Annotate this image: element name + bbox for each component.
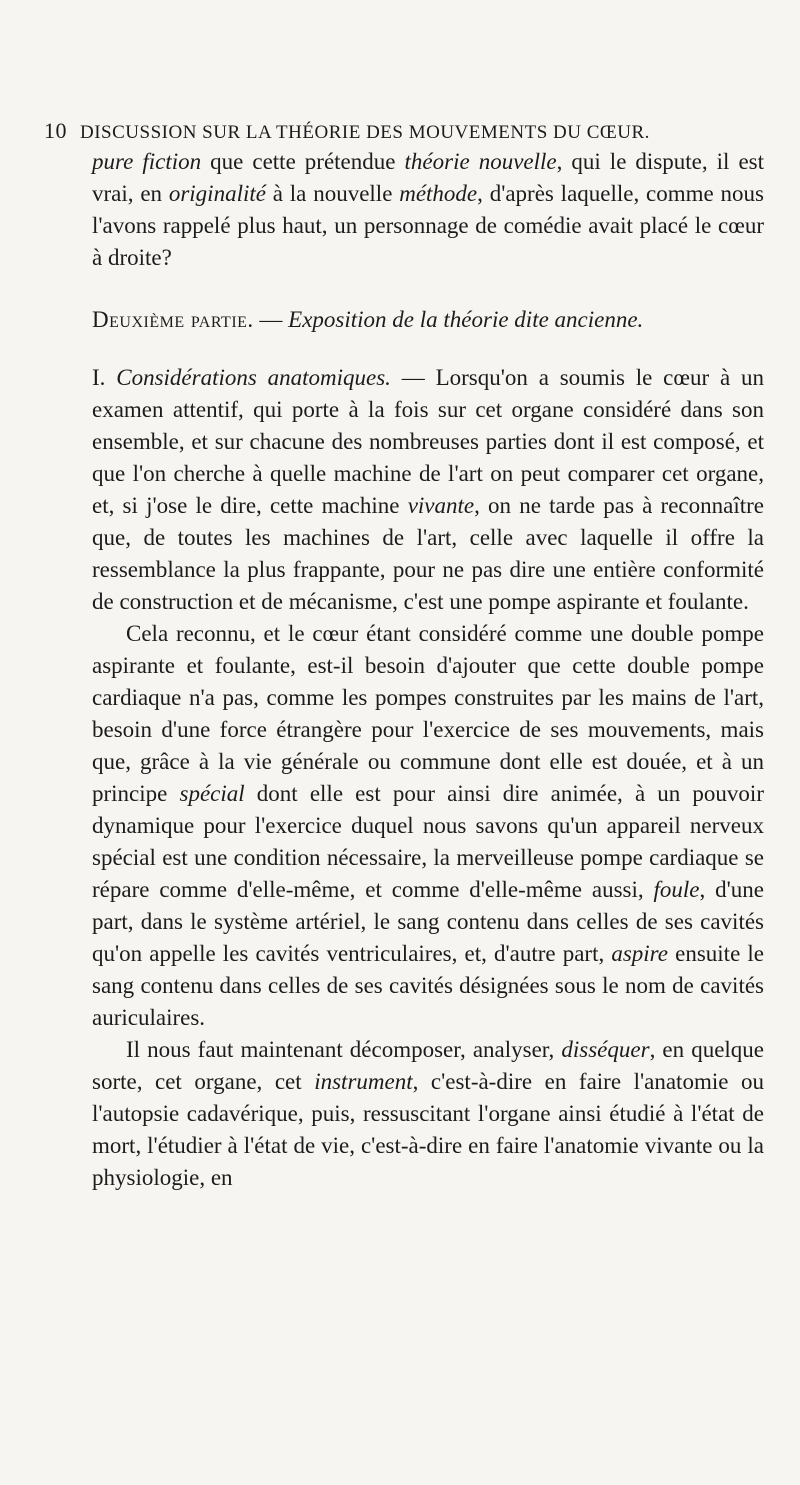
text-run: dont elle est pour ainsi dire animée, à un pouvoir dynamique pour l'exercice duquel nous savons qu'un appareil nerveux spécial est une condition nécessaire, la merveilleuse pompe cardiaque se répare comme d'elle-même, et comme d'elle-même aussi, <box>92 781 764 902</box>
section-title: Exposition de la théorie dite ancienne. <box>288 307 644 332</box>
italic-text: vivante <box>407 493 475 518</box>
subsection-number: I. <box>92 365 117 390</box>
text-run: — Lorsqu'on a soumis le cœur à un examen attentif, qui porte à la fois sur cet organe considéré dans son ensemble, et sur chacune des nombreuses parties dont il est composé, et que l'on cherche à quelle machine de l'art on peut comparer cet organe, et, si j'ose le dire, cette machine <box>92 365 764 518</box>
italic-text: méthode <box>399 181 478 206</box>
paragraph-4 <box>92 1034 764 1194</box>
subsection-heading: Considérations anatomiques. <box>116 365 391 390</box>
section-heading <box>92 304 764 336</box>
body-text <box>92 146 764 1194</box>
italic-text: théorie nouvelle <box>404 149 557 174</box>
running-header <box>44 118 764 144</box>
text-run: , d'une part, dans le système artériel, le sang contenu dans celles de ses cavités qu'on appelle les cavités ventriculaires, et, d'autre part, <box>92 877 764 966</box>
text-run: Cela reconnu, et le cœur étant considéré comme une double pompe aspirante et foulante, est-il besoin d'ajouter que cette double pompe cardiaque n'a pas, comme les pompes construites par les mains de l'art, besoin d'une force étrangère pour l'exercice de ses mouvements, mais que, grâce à la vie générale ou commune dont elle est douée, et à un principe <box>92 621 764 806</box>
italic-text: spécial <box>179 781 245 806</box>
text-run: , qui le dispute, il est vrai, en <box>92 149 765 206</box>
italic-text: disséquer <box>561 1037 650 1062</box>
italic-text: pure fiction <box>92 149 202 174</box>
header-title: DISCUSSION SUR LA THÉORIE DES MOUVEMENTS DU CŒUR. <box>80 122 650 143</box>
text-run: , on ne tarde pas à reconnaître que, de toutes les machines de l'art, celle avec laquelle il offre la ressemblance la plus frappante, pour ne pas dire une entière conformité de construction et de mécanisme, c'est une pompe aspirante et foulante. <box>92 493 764 614</box>
paragraph-2 <box>92 362 764 618</box>
paragraph-3 <box>92 618 764 1034</box>
text-run: Il nous faut maintenant décomposer, analyser, <box>126 1037 562 1062</box>
text-run: que cette prétendue <box>201 149 405 174</box>
text-run: , d'après laquelle, comme nous l'avons rappelé plus haut, un personnage de comédie avait placé le cœur à droite? <box>92 181 764 270</box>
text-run: ensuite le sang contenu dans celles de ses cavités désignées sous le nom de cavités auriculaires. <box>92 941 764 1030</box>
italic-text: instrument <box>314 1069 413 1094</box>
italic-text: originalité <box>168 181 266 206</box>
part-label: Deuxième partie. <box>92 307 254 332</box>
text-run: , c'est-à-dire en faire l'anatomie ou l'autopsie cadavérique, puis, ressuscitant l'organe ainsi étudié à l'état de mort, l'étudier à l'état de vie, c'est-à-dire en faire l'anatomie vivante ou la physiologie, en <box>92 1069 764 1190</box>
paragraph-1 <box>92 146 764 274</box>
heading-dash: — <box>253 307 289 332</box>
italic-text: aspire <box>611 941 668 966</box>
text-run: , en quelque sorte, cet organe, cet <box>92 1037 765 1094</box>
page-number: 10 <box>44 118 67 143</box>
text-run: à la nouvelle <box>265 181 400 206</box>
italic-text: foule <box>653 877 700 902</box>
